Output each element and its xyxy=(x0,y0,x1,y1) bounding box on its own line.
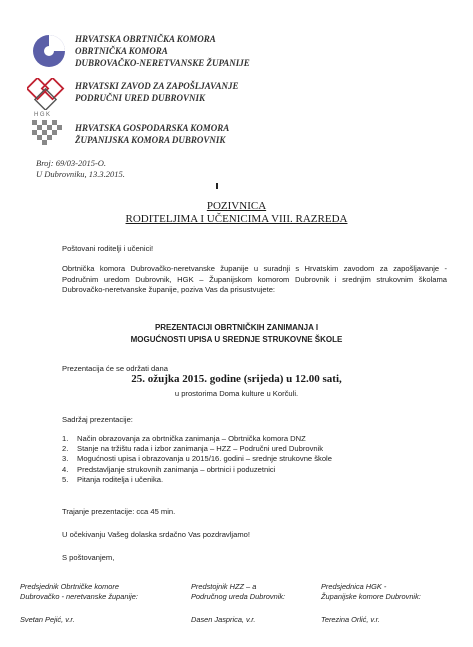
signature-role-line1: Predstojnik HZZ – a xyxy=(191,582,257,591)
list-item xyxy=(62,444,332,454)
event-line1: PREZENTACIJI OBRTNIČKIH ZANIMANJA I xyxy=(154,323,319,332)
list-item-text: Predstavljanje strukovnih zanimanja – obrtnici i poduzetnici xyxy=(77,464,276,474)
list-item xyxy=(62,454,332,464)
event-date-time: 25. ožujka 2015. godine (srijeda) u 12.00 sati, xyxy=(131,373,342,385)
list-item xyxy=(62,475,332,485)
list-item-text: Stanje na tržištu rada i izbor zanimanja – HZZ – Područni ured Dubrovnik xyxy=(77,444,324,454)
content-list xyxy=(62,434,332,485)
list-item-text: Način obrazovanja za obrtnička zanimanja – Obrtnička komora DNZ xyxy=(77,434,306,443)
closing-text: U očekivanju Vašeg dolaska srdačno Vas pozdravljamo! xyxy=(62,530,250,539)
org1-line1: HRVATSKA OBRTNIČKA KOMORA xyxy=(75,34,216,44)
signature-role-line1: Predsjednik Obrtničke komore xyxy=(20,582,119,591)
list-item-number: 4. xyxy=(62,464,69,474)
org2-line2: PODRUČNI URED DUBROVNIK xyxy=(75,93,206,103)
list-item xyxy=(62,434,332,444)
hok-logo-icon xyxy=(31,33,67,69)
hgk-logo-text: HGK xyxy=(34,112,52,118)
org3-line2: ŽUPANIJSKA KOMORA DUBROVNIK xyxy=(75,135,226,145)
intro-paragraph: Obrtnička komora Dubrovačko-neretvanske županije u suradnji s Hrvatskim zavodom za zapošljavanje - Područnim uredom Dubrovnik, HGK – Županijskom komorom Dubrovnik i srednjim strukovnim školama Dubrovačko-neretvanske županije, poziva Vas da prisustvujete: xyxy=(62,264,447,295)
content-heading: Sadržaj prezentacije: xyxy=(62,415,133,424)
signature-block-1 xyxy=(20,582,138,602)
list-item-number: 2. xyxy=(62,444,69,454)
document-number: Broj: 69/03-2015-O. xyxy=(36,158,107,168)
title-line1: POZIVNICA xyxy=(206,200,267,212)
marker-dot xyxy=(216,183,218,189)
event-venue: u prostorima Doma kulture u Korčuli. xyxy=(174,389,299,398)
list-item-text: Pitanja roditelja i učenika. xyxy=(77,474,164,484)
document-meta xyxy=(36,158,125,180)
signature-role-line2: Županijske komore Dubrovnik: xyxy=(321,592,421,601)
signature-block-2 xyxy=(191,582,285,602)
list-item-text: Mogućnosti upisa i obrazovanja u 2015/16. godini – srednje strukovne škole xyxy=(77,454,332,464)
duration-text: Trajanje prezentacije: cca 45 min. xyxy=(62,507,176,516)
signature-role-line2: Dubrovačko - neretvanske županije: xyxy=(20,592,138,601)
org2-header xyxy=(75,80,238,104)
list-item-number: 5. xyxy=(62,474,69,484)
signature-role-line2: Područnog ureda Dubrovnik: xyxy=(191,592,286,601)
signature-block-3 xyxy=(321,582,421,602)
org1-line3: DUBROVAČKO-NERETVANSKE ŽUPANIJE xyxy=(75,58,250,68)
signature-name-1: Svetan Pejić, v.r. xyxy=(20,615,75,624)
signature-role-line1: Predsjednica HGK - xyxy=(321,582,387,591)
list-item-number: 1. xyxy=(62,434,69,443)
place-date: U Dubrovniku, 13.3.2015. xyxy=(36,169,125,179)
title-line2: RODITELJIMA I UČENICIMA VIII. RAZREDA xyxy=(125,213,348,225)
hgk-logo-icon xyxy=(32,120,64,148)
org1-header xyxy=(75,33,250,69)
list-item-number: 3. xyxy=(62,454,69,464)
signature-name-3: Terezina Orlić, v.r. xyxy=(321,615,380,624)
org2-line1: HRVATSKI ZAVOD ZA ZAPOŠLJAVANJE xyxy=(75,81,239,91)
org1-line2: OBRTNIČKA KOMORA xyxy=(75,46,168,56)
event-line2: MOGUĆNOSTI UPISA U SREDNJE STRUKOVNE ŠKOLE xyxy=(130,335,343,344)
org3-line1: HRVATSKA GOSPODARSKA KOMORA xyxy=(75,123,230,133)
hzz-logo-icon xyxy=(27,78,67,110)
list-item xyxy=(62,465,332,475)
org3-header xyxy=(75,122,229,146)
held-on-text: Prezentacija će se održati dana xyxy=(62,364,168,373)
greeting: Poštovani roditelji i učenici! xyxy=(62,244,154,253)
signature-name-2: Dasen Jasprica, v.r. xyxy=(191,615,256,624)
regards-text: S poštovanjem, xyxy=(62,553,115,562)
